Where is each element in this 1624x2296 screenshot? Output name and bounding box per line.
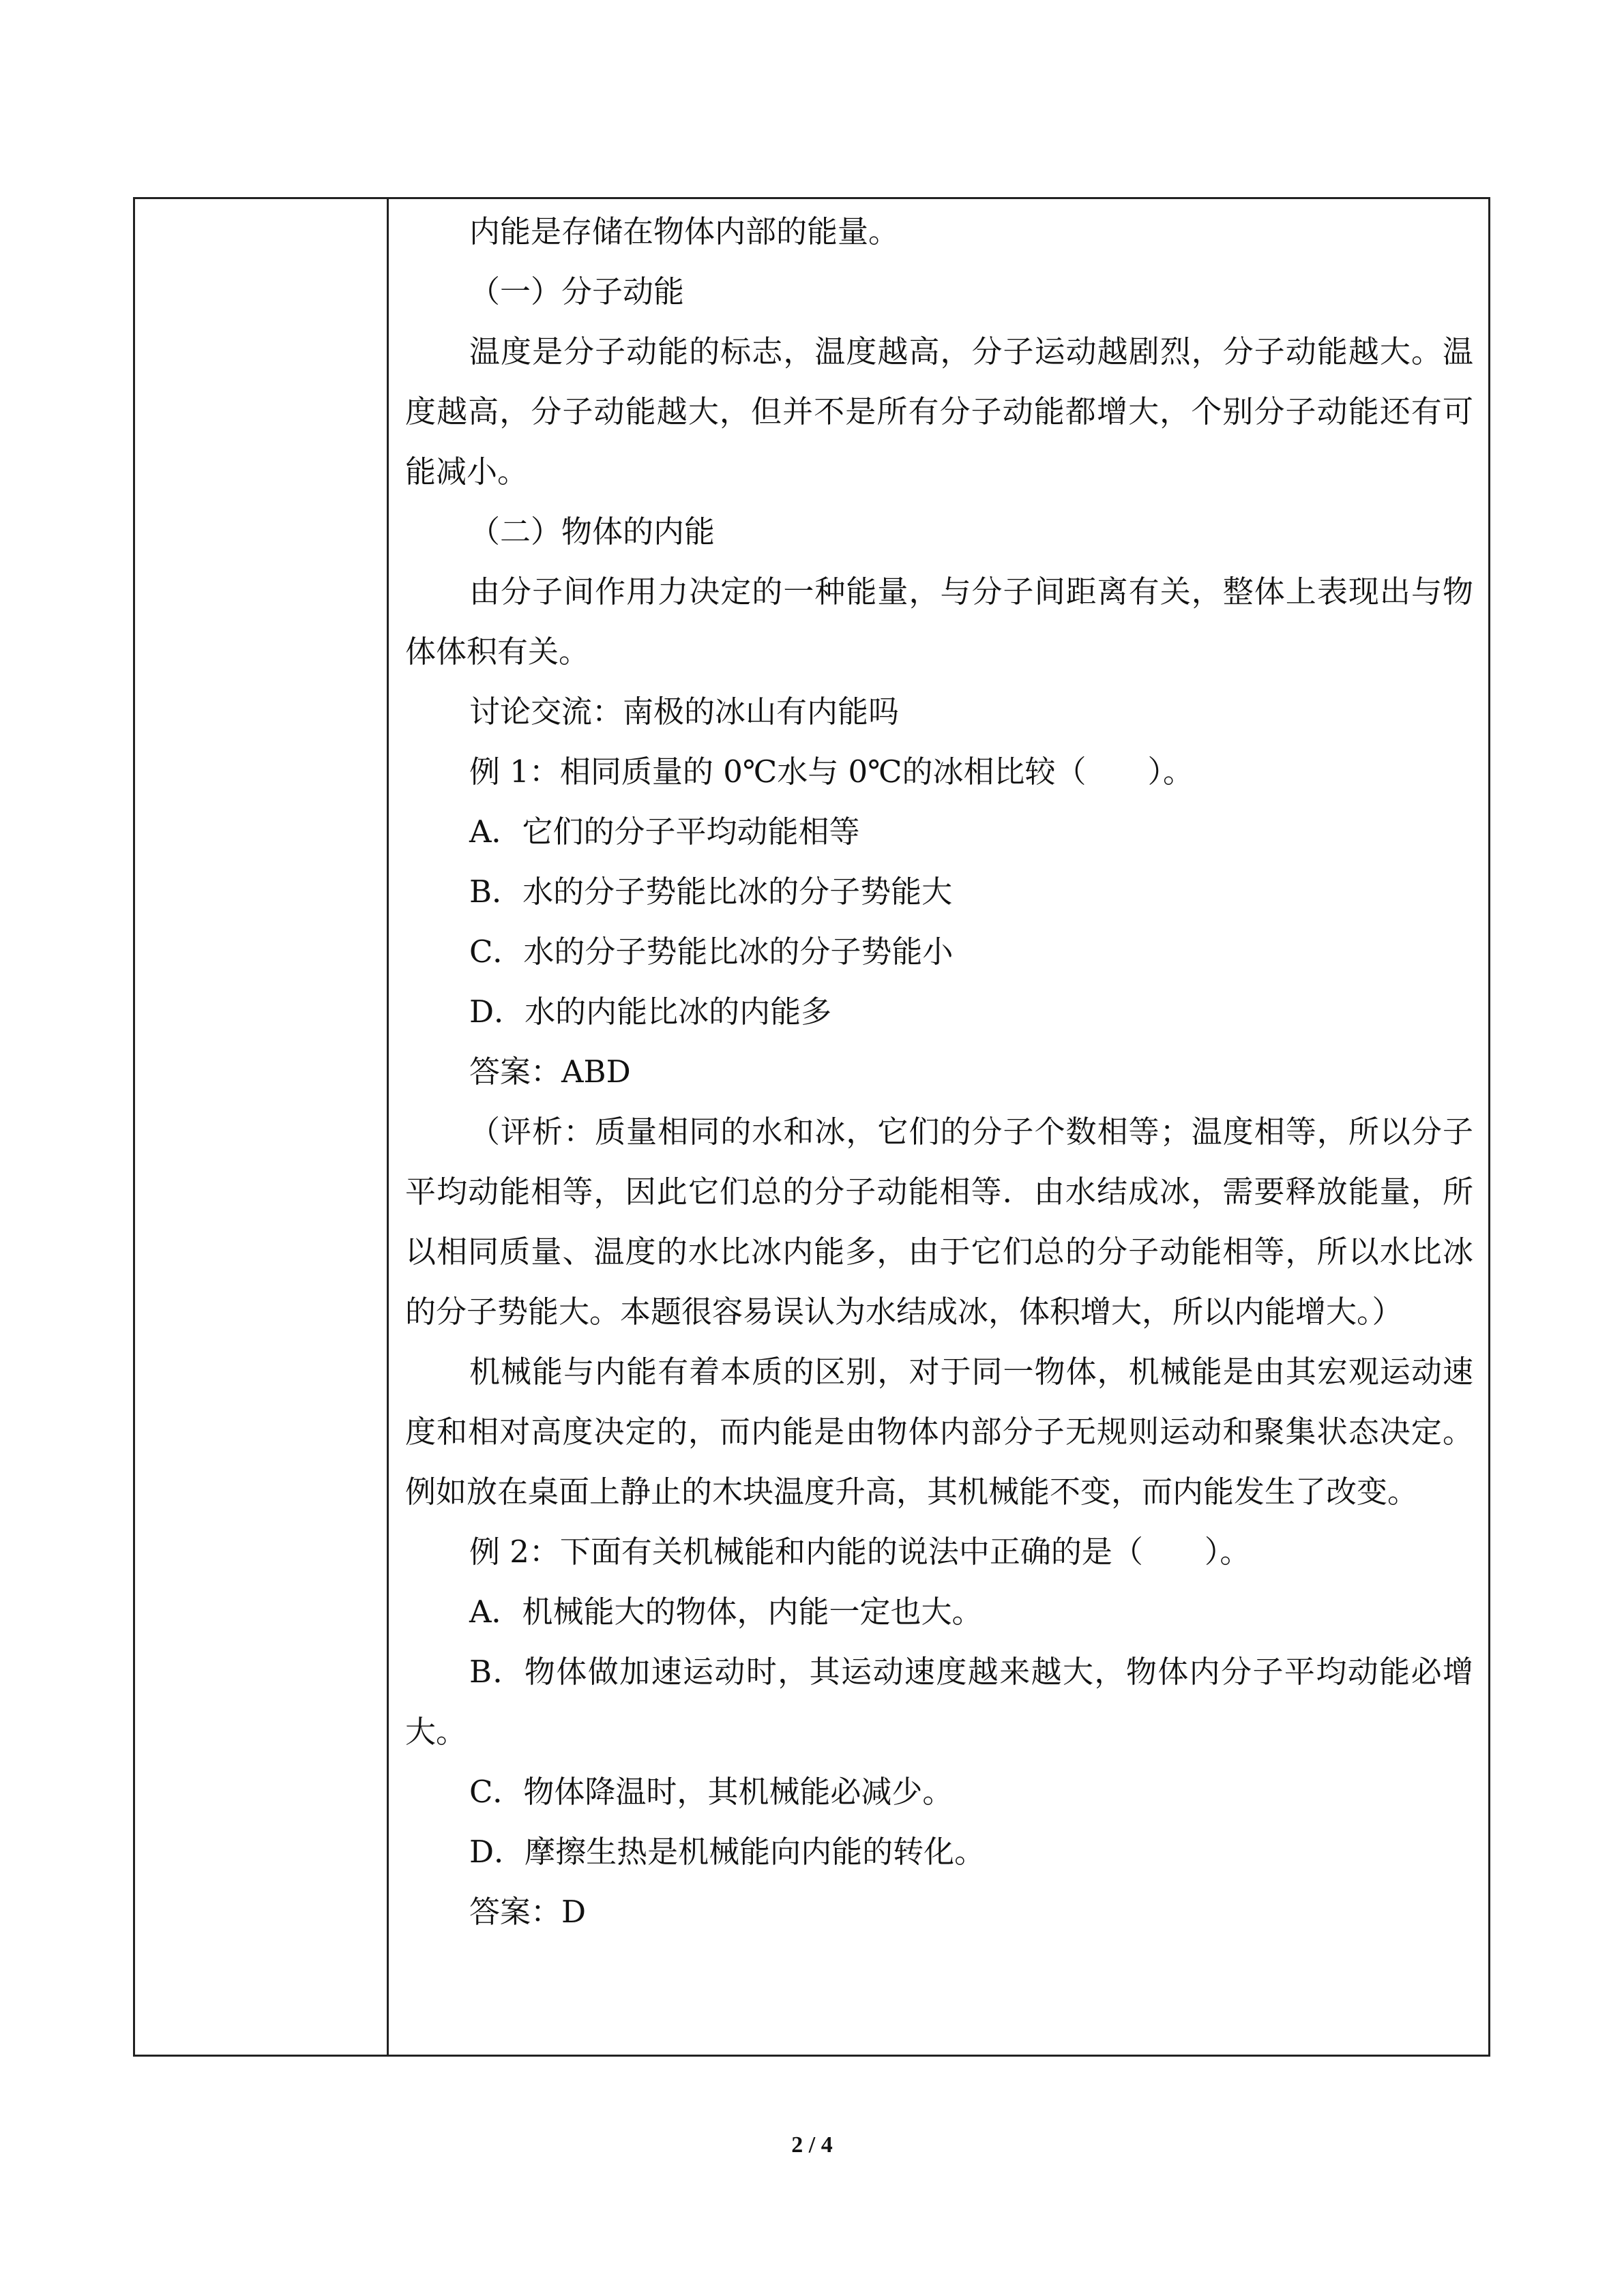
discussion-question: 讨论交流：南极的冰山有内能吗 bbox=[469, 694, 900, 730]
example-1-analysis: （评析：质量相同的水和冰，它们的分子个数相等；温度相等，所以分子平均动能相等，因此它们总的分子动能相等．由水结成冰，需要释放能量，所以相同质量、温度的水比冰内能多，由于它们总的分子动能相等，所以水比冰的分子势能大。本题很容易误认为水结成冰，体积增大，所以内能增大。） bbox=[405, 1114, 1473, 1330]
page-number: 2 / 4 bbox=[791, 2132, 833, 2158]
example-2-option-a: A．机械能大的物体，内能一定也大。 bbox=[469, 1594, 983, 1630]
heading-molecular-kinetic-energy: （一）分子动能 bbox=[469, 273, 685, 310]
example-1-option-a: A．它们的分子平均动能相等 bbox=[469, 814, 860, 850]
example-2-option-b: B．物体做加速运动时，其运动速度越来越大，物体内分子平均动能必增大。 bbox=[405, 1654, 1473, 1750]
example-2-option-d: D．摩擦生热是机械能向内能的转化。 bbox=[469, 1834, 986, 1870]
example-1-question: 例 1：相同质量的 0℃水与 0℃的冰相比较（ ）。 bbox=[469, 754, 1194, 790]
heading-object-internal-energy: （二）物体的内能 bbox=[469, 513, 715, 550]
example-2-answer: 答案：D bbox=[469, 1894, 587, 1930]
paragraph-intermolecular-force: 由分子间作用力决定的一种能量，与分子间距离有关，整体上表现出与物体体积有关。 bbox=[405, 573, 1473, 670]
example-1-answer: 答案：ABD bbox=[469, 1054, 631, 1090]
example-2-question: 例 2：下面有关机械能和内能的说法中正确的是（ ）。 bbox=[469, 1534, 1251, 1570]
paragraph-mechanical-vs-internal: 机械能与内能有着本质的区别，对于同一物体，机械能是由其宏观运动速度和相对高度决定的，而内能是由物体内部分子无规则运动和聚集状态决定。例如放在桌面上静止的木块温度升高，其机械能不变，而内能发生了改变。 bbox=[405, 1354, 1473, 1510]
paragraph-internal-energy-definition: 内能是存储在物体内部的能量。 bbox=[469, 213, 900, 250]
paragraph-temperature: 温度是分子动能的标志，温度越高，分子运动越剧烈，分子动能越大。温度越高，分子动能越大，但并不是所有分子动能都增大，个别分子动能还有可能减小。 bbox=[405, 333, 1473, 490]
table-column-divider bbox=[387, 197, 389, 2057]
example-1-option-b: B．水的分子势能比冰的分子势能大 bbox=[469, 874, 953, 910]
example-1-option-d: D．水的内能比冰的内能多 bbox=[469, 994, 832, 1030]
table-content-cell bbox=[405, 202, 1473, 1942]
example-2-option-c: C．物体降温时，其机械能必减少。 bbox=[469, 1774, 954, 1810]
example-1-option-c: C．水的分子势能比冰的分子势能小 bbox=[469, 934, 954, 970]
